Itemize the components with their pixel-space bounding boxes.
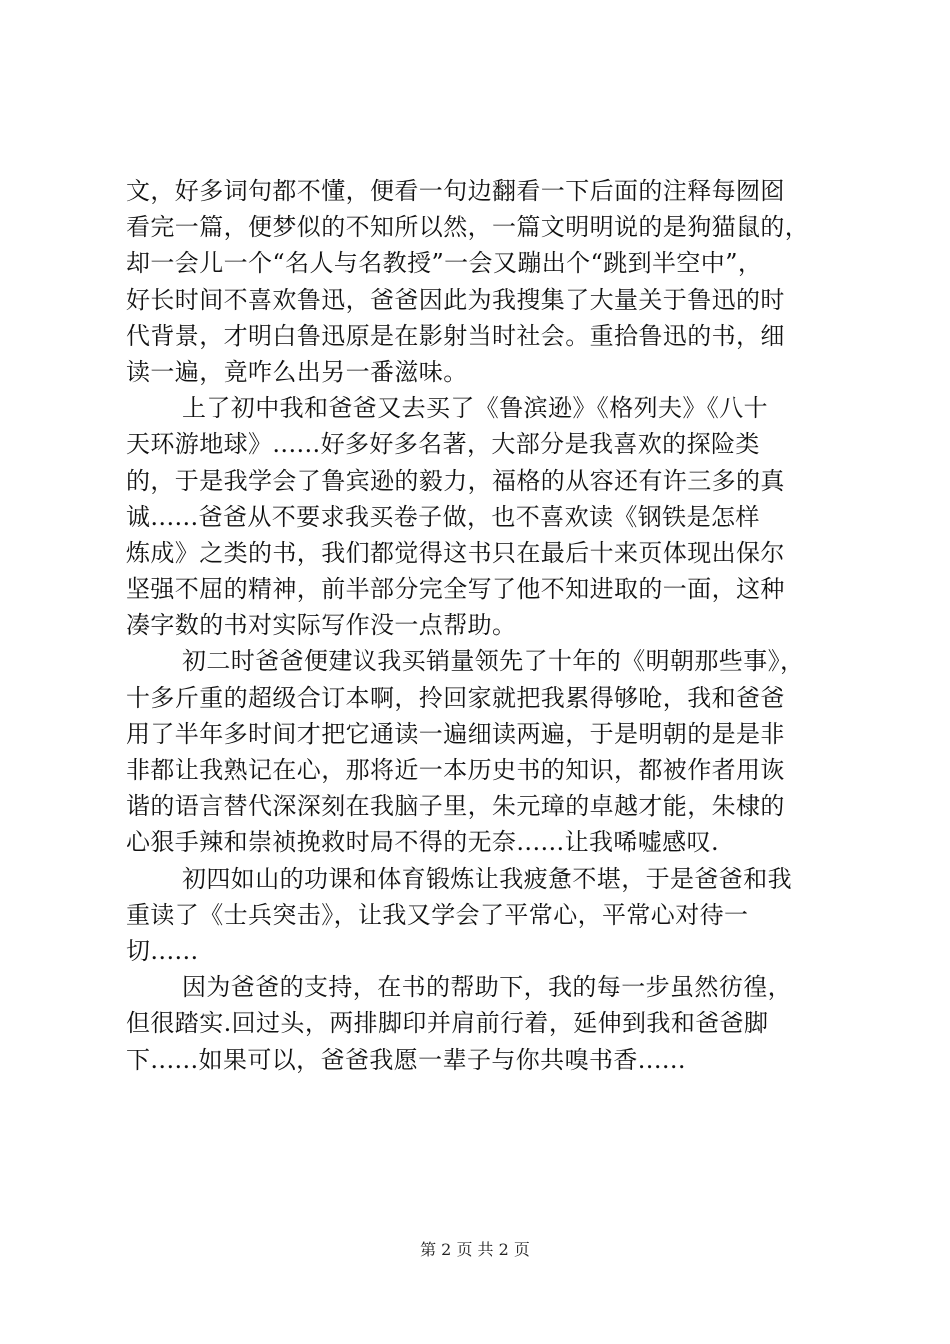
text-line: 坚强不屈的精神，前半部分完全写了他不知进取的一面，这种	[126, 575, 785, 604]
document-body	[126, 173, 841, 1078]
text-line: 诚......爸爸从不要求我买卷子做，也不喜欢读《钢铁是怎样	[126, 502, 760, 531]
paragraph-first-line: 上了初中我和爸爸又去买了《鲁滨逊》《格列夫》《八十	[182, 394, 768, 423]
paragraph-first-line: 初二时爸爸便建议我买销量领先了十年的《明朝那些事》，	[182, 647, 805, 676]
text-line: 切......	[126, 936, 199, 965]
text-line: 下......如果可以，爸爸我愿一辈子与你共嗅书香......	[126, 1045, 686, 1074]
text-line: 重读了《士兵突击》，让我又学会了平常心，平常心对待一	[126, 900, 749, 929]
text-line: 谐的语言替代深深刻在我脑子里，朱元璋的卓越才能，朱棣的	[126, 792, 785, 821]
text-line: 非都让我熟记在心，那将近一本历史书的知识，都被作者用诙	[126, 756, 785, 784]
text-line: 凑字数的书对实际写作没一点帮助。	[126, 611, 517, 640]
text-line: 的，于是我学会了鲁宾逊的毅力，福格的从容还有许三多的真	[126, 466, 785, 495]
text-line: 好长时间不喜欢鲁迅，爸爸因此为我搜集了大量关于鲁迅的时	[126, 285, 785, 314]
text-line: 看完一篇，便梦似的不知所以然，一篇文明明说的是狗猫鼠的，	[126, 213, 810, 242]
text-line: 天环游地球》......好多好多名著，大部分是我喜欢的探险类	[126, 430, 760, 459]
text-line: 心狠手辣和崇祯挽救时局不得的无奈......让我唏嘘感叹.	[126, 828, 720, 857]
page-footer: 第 2 页 共 2 页	[420, 1240, 530, 1259]
text-line: 代背景，才明白鲁迅原是在影射当时社会。重拾鲁迅的书，细	[126, 321, 785, 350]
text-line: 读一遍，竟咋么出另一番滋味。	[126, 357, 468, 386]
paragraph-first-line: 因为爸爸的支持，在书的帮助下，我的每一步虽然彷徨，	[182, 973, 792, 1002]
text-line: 但很踏实.回过头，两排脚印并肩前行着，延伸到我和爸爸脚	[126, 1009, 769, 1038]
text-line: 十多斤重的超级合订本啊，拎回家就把我累得够呛，我和爸爸	[126, 683, 785, 712]
text-line: 炼成》之类的书，我们都觉得这书只在最后十来页体现出保尔	[126, 538, 785, 567]
text-line: 却一会儿一个“名人与名教授”一会又蹦出个“跳到半空中”，	[126, 249, 763, 278]
paragraph-first-line: 初四如山的功课和体育锻炼让我疲惫不堪，于是爸爸和我	[182, 864, 792, 893]
text-line: 用了半年多时间才把它通读一遍细读两遍，于是明朝的是是非	[126, 719, 785, 748]
text-line: 文，好多词句都不懂，便看一句边翻看一下后面的注释每囫囵	[126, 177, 785, 205]
